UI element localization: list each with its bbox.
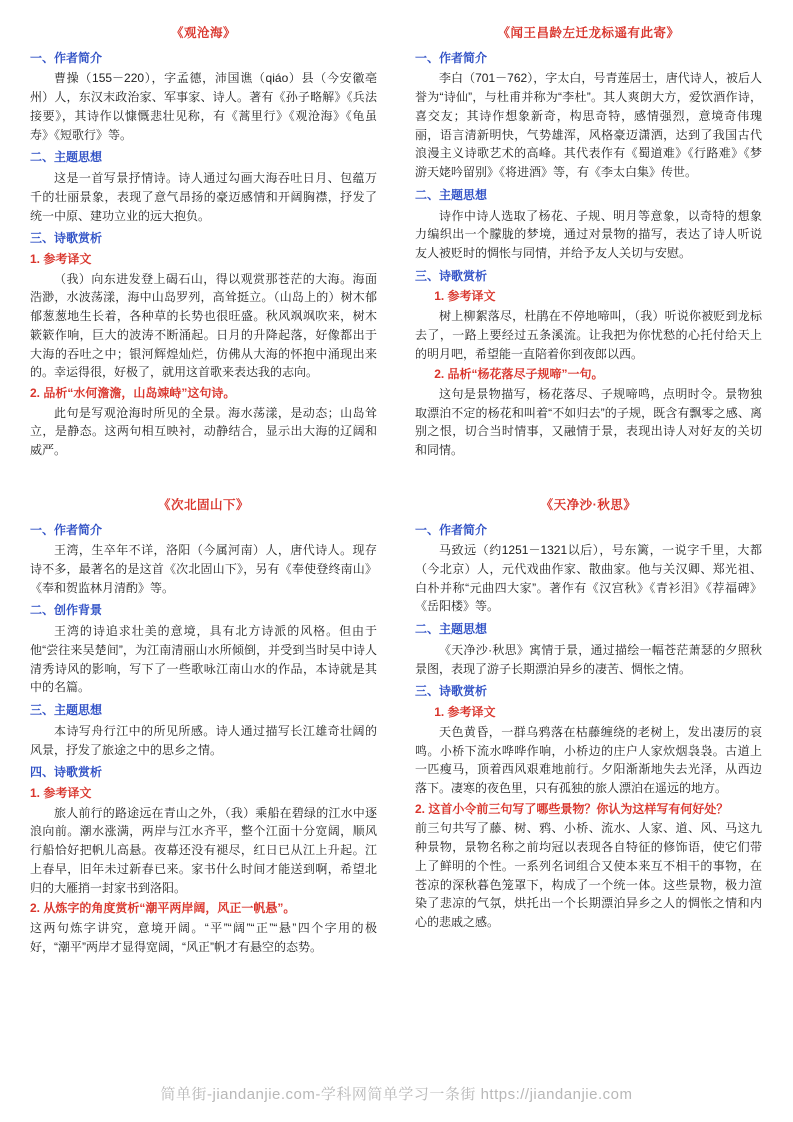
article-title: 《天净沙·秋思》 [540, 497, 637, 512]
paragraph: 这句是景物描写，杨花落尽、子规啼鸣，点明时令。景物独取漂泊不定的杨花和叫着“不如归去”的子规，既含有飘零之感、离别之恨，切合当时情事，又融情于景，表现出诗人对好友的关切和同情。 [415, 386, 762, 458]
article-title: 《闻王昌龄左迁龙标遥有此寄》 [497, 26, 680, 40]
section-heading: 四、诗歌赏析 [30, 765, 103, 780]
sub-question: 2. 品析“杨花落尽子规啼”一句。 [434, 367, 604, 382]
section-heading: 一、作者简介 [415, 50, 488, 65]
right-column [415, 24, 762, 956]
paragraph: 此句是写观沧海时所见的全景。海水荡漾，是动态；山岛耸立，是静态。这两句相互映衬，动静结合，显示出大海的辽阔和威严。 [30, 405, 377, 458]
paragraph: 王湾的诗追求壮美的意境，具有北方诗派的风格。但由于他“尝往来吴楚间”，为江南清丽山水所倾倒，并受到当时吴中诗人清秀诗风的影响，写下了一些歌咏江南山水的作品，本诗就是其中的名篇。 [30, 624, 377, 695]
article-title: 《观沧海》 [170, 26, 236, 40]
paragraph: 《天净沙·秋思》寓情于景，通过描绘一幅苍茫萧瑟的夕照秋景图，表现了游子长期漂泊异乡的凄苦、惆怅之情。 [415, 642, 762, 676]
section-heading: 二、主题思想 [30, 150, 103, 165]
paragraph: 这两句炼字讲究，意境开阔。“平”“阔”“正”“悬”四个字用的极好，“潮平”两岸才显得宽阔，“风正”帆才有悬空的态势。 [30, 920, 377, 954]
paragraph: 本诗写舟行江中的所见所感。诗人通过描写长江雄奇壮阔的风景，抒发了旅途之中的思乡之情。 [30, 723, 377, 757]
section-heading: 一、作者简介 [30, 522, 103, 537]
section-heading: 三、诗歌赏析 [415, 684, 488, 699]
section-heading: 一、作者简介 [30, 50, 103, 65]
paragraph: 王湾，生卒年不详，洛阳（今属河南）人，唐代诗人。现存诗不多，最著名的是这首《次北固山下》，另有《奉使登终南山》《奉和贺监林月清酌》等。 [30, 543, 377, 595]
article [415, 496, 762, 932]
sub-question: 2. 品析“水何澹澹，山岛竦峙”这句诗。 [30, 385, 236, 400]
watermark: 简单街-jiandanjie.com-学科网简单学习一条街 https://jiandanjie.com [160, 1086, 633, 1103]
section-heading: 三、诗歌赏析 [415, 268, 488, 283]
paragraph: 李白（701－762），字太白，号青莲居士，唐代诗人，被后人誉为“诗仙”，与杜甫并称为“李杜”。其人爽朗大方，爱饮酒作诗，喜交友；其诗作想象新奇，构思奇特，感情强烈，意境奇伟瑰丽，语言清新明快，气势雄浑，风格豪迈潇洒，达到了我国古代浪漫主义诗歌艺术的高峰。其代表作有《蜀道难》《行路难》《梦游天姥吟留别》《将进酒》等，有《李太白集》传世。 [415, 71, 762, 180]
paragraph: 诗作中诗人选取了杨花、子规、明月等意象，以奇特的想象力编织出一个朦胧的梦境，通过对景物的描写，表达了诗人听说友人被贬时的惆怅与同情，并给予友人关切与安慰。 [415, 208, 762, 260]
paragraph: （我）向东进发登上碣石山，得以观赏那苍茫的大海。海面浩渺，水波荡漾，海中山岛罗列，高耸挺立。（山岛上的）树木郁郁葱葱地生长着，各种草的长势也很旺盛。秋风飒飒吹来，树木簌簌作响，巨大的波涛不断涌起。日月的升降起落，好像都出于大海的吞吐之中；银河辉煌灿烂，仿佛从大海的怀抱中涌现出来的。幸运得很，好极了，就用这首歌来表达我的志向。 [30, 271, 377, 380]
section-heading: 二、主题思想 [415, 622, 488, 637]
sub-question: 1. 参考译文 [30, 251, 92, 266]
paragraph: 天色黄昏，一群乌鸦落在枯藤缠绕的老树上，发出凄厉的哀鸣。小桥下流水哗哗作响，小桥边的庄户人家炊烟袅袅。古道上一匹瘦马，顶着西风艰难地前行。夕阳渐渐地失去光泽，从西边落下。凄寒的夜色里，只有孤独的旅人漂泊在遥远的地方。 [415, 724, 762, 795]
article [30, 496, 377, 957]
section-heading: 三、主题思想 [30, 703, 103, 718]
section-heading: 三、诗歌赏析 [30, 231, 103, 246]
section-heading: 二、主题思想 [415, 187, 488, 202]
sub-question: 1. 参考译文 [434, 705, 496, 720]
article [30, 24, 377, 460]
sub-question: 2. 这首小令前三句写了哪些景物？你认为这样写有何好处？ [415, 801, 729, 816]
sub-question: 1. 参考译文 [30, 785, 92, 800]
article [415, 24, 762, 460]
paragraph: 这是一首写景抒情诗。诗人通过勾画大海吞吐日月、包蕴万千的壮丽景象，表现了意气昂扬的豪迈感情和开阔胸襟，抒发了统一中原、建功立业的远大抱负。 [30, 171, 377, 223]
paragraph: 曹操（155－220），字孟德，沛国谯（qiáo）县（今安徽亳州）人，东汉末政治家、军事家、诗人。著有《孙子略解》《兵法接要》，其诗作以慷慨悲壮见称，有《蒿里行》《观沧海》《龟虽寿》《短歌行》等。 [30, 71, 377, 142]
article-title: 《次北固山下》 [157, 497, 249, 512]
paragraph: 旅人前行的路途远在青山之外，（我）乘船在碧绿的江水中逐浪向前。潮水涨满，两岸与江水齐平，整个江面十分宽阔，顺风行船恰好把帆儿高悬。夜幕还没有褪尽，红日已从江上升起。江上春早，旧年未过新春已来。家书什么时间才能送到啊，希望北归的大雁捎一封家书到洛阳。 [30, 805, 377, 895]
sub-question: 1. 参考译文 [434, 289, 496, 304]
section-heading: 二、创作背景 [30, 603, 103, 618]
section-heading: 一、作者简介 [415, 522, 488, 537]
left-column [30, 24, 377, 956]
sub-question: 2. 从炼字的角度赏析“潮平两岸阔，风正一帆悬”。 [30, 901, 296, 916]
paragraph: 马致远（约1251－1321以后），号东篱，一说字千里，大都（今北京）人，元代戏曲作家、散曲家。他与关汉卿、郑光祖、白朴并称“元曲四大家”。著作有《汉宫秋》《青衫泪》《荐福碑》《岳阳楼》等。 [415, 543, 762, 614]
paragraph: 前三句共写了藤、树、鸦、小桥、流水、人家、道、风、马这九种景物，景物名称之前均冠以表现各自特征的修饰语，使它们带上了鲜明的个性。一系列名词组合又使本来互不相干的事物，在苍凉的深秋暮色笼罩下，构成了一个统一体。这些景物，极力渲染了悲凉的气氛，烘托出一个长期漂泊异乡之人的惆怅之情和内心的悲戚之感。 [415, 821, 762, 929]
paragraph: 树上柳絮落尽，杜鹃在不停地啼叫，（我）听说你被贬到龙标去了，一路上要经过五条溪流。让我把为你忧愁的心托付给天上的明月吧，希望能一直陪着你到夜郎以西。 [415, 309, 762, 361]
